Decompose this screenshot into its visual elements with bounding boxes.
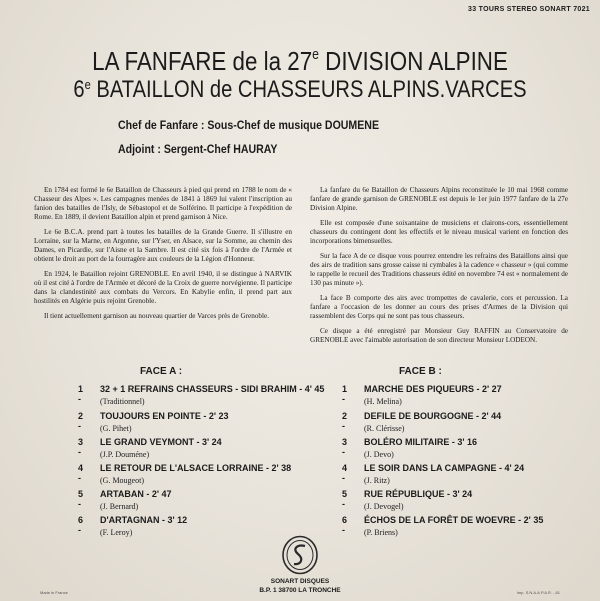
track-composer: (P. Briens)	[364, 528, 398, 537]
conductor-credit: Chef de Fanfare : Sous-Chef de musique DOUMENE	[118, 120, 380, 132]
track-title: LE GRAND VEYMONT - 3' 24	[100, 437, 222, 447]
track-title: ARTABAN - 2' 47	[100, 489, 172, 499]
track-composer: (R. Clérisse)	[364, 424, 405, 433]
band-paragraph: Elle est composée d'une soixantaine de musiciens et clairons-cors, essentiellement chasseurs du contingent dont les effectifs et le niveau musical varient en fonction des incorporations bimensuelles.	[310, 219, 568, 245]
band-paragraph: Sur la face A de ce disque vous pourrez entendre les refrains des Bataillons ainsi que des airs de tradition sans grosse caisse ni cymbales à la cadence « chasseur » (qui comme le rappelle le recueil des Traditions chasseurs édité en novembre 74 est « normalement de 130 pas minute »).	[310, 252, 568, 287]
band-text-column	[310, 186, 568, 351]
band-paragraph: La face B comporte des airs avec trompettes de cavalerie, cors et percussion. La fanfare a l'occasion de les donner au cours des prises d'Armes de la Division qui rassemblent des Corps qui ne sont pas tous chasseurs.	[310, 294, 568, 320]
track-composer: (J. Bernard)	[100, 502, 139, 511]
track-number: 5 -	[78, 489, 84, 509]
track-title: 32 + 1 REFRAINS CHASSEURS - SIDI BRAHIM - 4' 45	[100, 384, 325, 394]
track-title: LE RETOUR DE L'ALSACE LORRAINE - 2' 38	[100, 463, 292, 473]
track-number: 5 -	[342, 489, 348, 509]
face-a-heading: FACE A :	[140, 366, 183, 377]
history-paragraph: En 1924, le Bataillon rejoint GRENOBLE. En avril 1940, il se distingue à NARVIK où il est cité à l'ordre de l'Armée et décoré de la Croix de guerre norvégienne. Il participe dans la clandestinité aux combats du Vercors. En Kabylie enfin, il prend part aux hostilités en Algérie puis rejoint Grenoble.	[34, 270, 292, 305]
fine-print-left: Made in France	[40, 590, 68, 595]
assistant-credit: Adjoint : Sergent-Chef HAURAY	[118, 144, 278, 156]
track-title: DEFILE DE BOURGOGNE - 2' 44	[364, 411, 502, 421]
track-composer: (J. Devo)	[364, 450, 394, 459]
band-paragraph: La fanfare du 6e Bataillon de Chasseurs Alpins reconstituée le 10 mai 1968 comme fanfare de grande garnison de GRENOBLE est depuis le 1er juin 1977 fanfare de la 27e Division Alpine.	[310, 186, 568, 212]
title-line-1: LA FANFARE de la 27e DIVISION ALPINE	[92, 46, 508, 76]
track-number: 4 -	[78, 463, 84, 483]
track-number: 2 -	[342, 411, 348, 431]
track-title: ÉCHOS DE LA FORÊT DE WOEVRE - 2' 35	[364, 515, 544, 525]
history-paragraph: Le 6e B.C.A. prend part à toutes les batailles de la Grande Guerre. Il s'illustre en Lorraine, sur la Marne, en Argonne, sur l'Yser, en Alsace, sur la Somme, au chemin des Dames, en Picardie, sur l'Aisne et la Sambre. Il est cité six fois à l'ordre de l'Armée et obtient le droit au port de la fourragère aux couleurs de la Légion d'Honneur.	[34, 228, 292, 263]
track-composer: (H. Melina)	[364, 397, 402, 406]
track-number: 1 -	[78, 384, 84, 404]
band-paragraph: Ce disque a été enregistré par Monsieur Guy RAFFIN au Conservatoire de GRENOBLE avec l'aimable autorisation de son directeur Monsieur LODEON.	[310, 327, 568, 344]
face-b-heading: FACE B :	[399, 366, 442, 377]
track-title: MARCHE DES PIQUEURS - 2' 27	[364, 384, 502, 394]
track-title: BOLÉRO MILITAIRE - 3' 16	[364, 437, 477, 447]
history-paragraph: En 1784 est formé le 6e Bataillon de Chasseurs à pied qui prend en 1788 le nom de « Chasseur des Alpes ». Les campagnes menées de 1841 à 1869 lui valent l'inscription au fanion des batailles de l'Isly, de Sébastopol et de Solférino. Il participe à l'expédition de Rome. En 1889, il devient Bataillon alpin et prend garnison à Nice.	[34, 186, 292, 221]
track-composer: (J. Ritz)	[364, 476, 390, 485]
track-composer: (G. Pihet)	[100, 424, 132, 433]
track-title: TOUJOURS EN POINTE - 2' 23	[100, 411, 229, 421]
track-title: D'ARTAGNAN - 3' 12	[100, 515, 188, 525]
track-composer: (J. Devogel)	[364, 502, 404, 511]
track-composer: (J.P. Douméne)	[100, 450, 150, 459]
track-composer: (G. Mougeot)	[100, 476, 144, 485]
track-number: 6 -	[78, 515, 84, 535]
track-title: RUE RÉPUBLIQUE - 3' 24	[364, 489, 473, 499]
track-number: 2 -	[78, 411, 84, 431]
history-paragraph: Il tient actuellement garnison au nouveau quartier de Varces près de Grenoble.	[44, 312, 269, 320]
title-line-2: 6e BATAILLON de CHASSEURS ALPINS.VARCES	[73, 76, 527, 103]
label-name: SONART DISQUES	[270, 578, 330, 585]
catalog-number: 33 TOURS STEREO SONART 7021	[468, 6, 590, 13]
track-number: 3 -	[342, 437, 348, 457]
history-text-column	[34, 186, 292, 327]
track-title: LE SOIR DANS LA CAMPAGNE - 4' 24	[364, 463, 525, 473]
track-number: 1 -	[342, 384, 348, 404]
track-composer: (F. Leroy)	[100, 528, 133, 537]
track-composer: (Traditionnel)	[100, 397, 145, 406]
fine-print-right: Imp. S.N.A.A.P.A.R. - 81	[516, 590, 560, 595]
track-number: 4 -	[342, 463, 348, 483]
label-address: B.P. 1 38700 LA TRONCHE	[259, 587, 341, 594]
sonart-logo-icon	[281, 535, 319, 575]
track-number: 6 -	[342, 515, 348, 535]
track-number: 3 -	[78, 437, 84, 457]
